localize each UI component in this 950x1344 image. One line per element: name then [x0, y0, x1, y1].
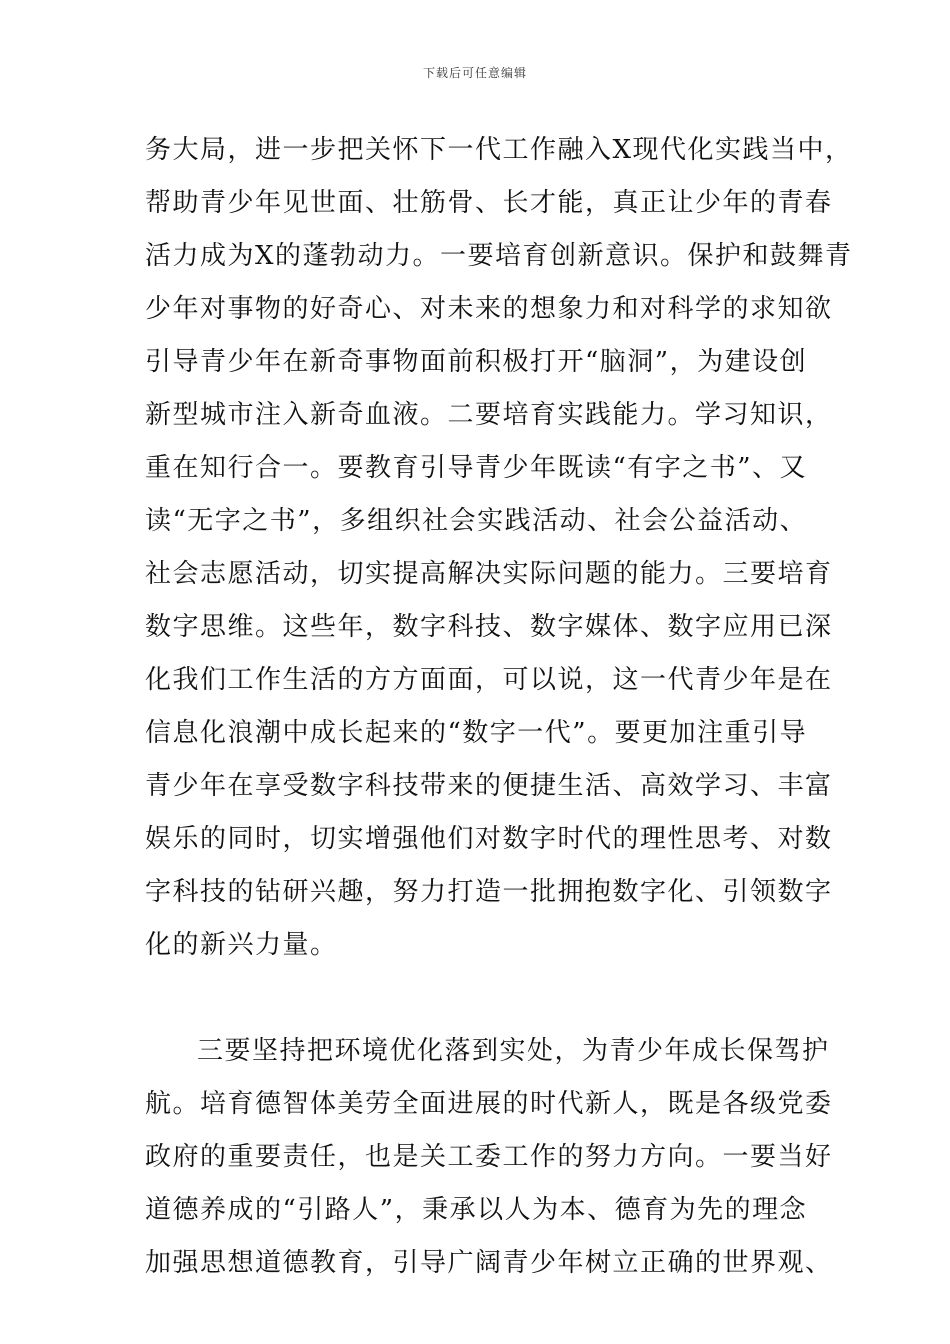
text-line: 信息化浪潮中成长起来的“数字一代”。要更加注重引导 [145, 718, 808, 748]
text-line: 重在知行合一。要教育引导青少年既读“有字之书”、又 [145, 453, 808, 483]
text-line: 化的新兴力量。 [145, 930, 338, 960]
text-line: 航。培育德智体美劳全面进展的时代新人，既是各级党委 [145, 1089, 833, 1119]
text-line: 务大局，进一步把关怀下一代工作融入X现代化实践当中， [145, 135, 853, 165]
paragraph-1 [145, 124, 853, 972]
text-line: 社会志愿活动，切实提高解决实际问题的能力。三要培育 [145, 559, 833, 589]
text-line: 政府的重要责任，也是关工委工作的努力方向。一要当好 [145, 1142, 833, 1172]
text-line: 加强思想道德教育，引导广阔青少年树立正确的世界观、 [145, 1248, 833, 1278]
text-line: 数字思维。这些年，数字科技、数字媒体、数字应用已深 [145, 612, 833, 642]
text-line: 少年对事物的好奇心、对未来的想象力和对科学的求知欲 [145, 294, 833, 324]
text-line: 道德养成的“引路人”，秉承以人为本、德育为先的理念 [145, 1195, 808, 1225]
text-line: 娱乐的同时，切实增强他们对数字时代的理性思考、对数 [145, 824, 833, 854]
paragraph-2 [145, 1025, 833, 1290]
text-line: 帮助青少年见世面、壮筋骨、长才能，真正让少年的青春 [145, 188, 833, 218]
text-line: 新型城市注入新奇血液。二要培育实践能力。学习知识， [145, 400, 833, 430]
text-line: 活力成为X的蓬勃动力。一要培育创新意识。保护和鼓舞青 [145, 241, 853, 271]
text-line: 青少年在享受数字科技带来的便捷生活、高效学习、丰富 [145, 771, 833, 801]
document-body [145, 124, 853, 1290]
text-line: 三要坚持把环境优化落到实处，为青少年成长保驾护 [197, 1036, 830, 1066]
text-line: 字科技的钻研兴趣，努力打造一批拥抱数字化、引领数字 [145, 877, 833, 907]
paragraph-spacer [145, 972, 815, 1025]
page-header: 下载后可任意编辑 [422, 66, 527, 80]
text-line: 读“无字之书”，多组织社会实践活动、社会公益活动、 [145, 506, 808, 536]
text-line: 化我们工作生活的方方面面，可以说，这一代青少年是在 [145, 665, 833, 695]
text-line: 引导青少年在新奇事物面前积极打开“脑洞”，为建设创 [145, 347, 808, 377]
